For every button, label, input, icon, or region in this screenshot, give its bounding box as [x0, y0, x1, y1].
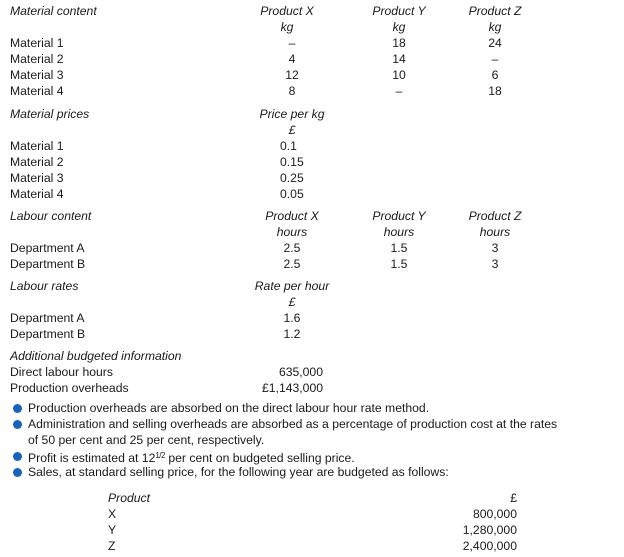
- lc-cell: 1.5: [390, 241, 408, 255]
- mc-cell: 12: [285, 68, 299, 82]
- sales-unit: £: [510, 491, 517, 505]
- additional-value: £1,143,000: [262, 381, 323, 395]
- lc-unit-z: hours: [479, 225, 511, 239]
- bullet-text-profit: [28, 449, 355, 465]
- material-prices-heading: Material prices: [10, 107, 90, 121]
- additional-value: 635,000: [278, 365, 323, 379]
- mc-cell: 24: [488, 36, 502, 50]
- bullet-icon: [13, 468, 22, 477]
- mp-row-label: Material 2: [10, 155, 64, 169]
- sales-product-header: Product: [108, 491, 151, 505]
- bullet-icon: [13, 452, 22, 461]
- mc-header-z: Product Z: [468, 4, 522, 18]
- mc-cell: 6: [491, 68, 499, 82]
- lc-cell: 3: [491, 257, 499, 271]
- lr-row-label: Department A: [10, 311, 85, 325]
- mc-cell: 8: [288, 84, 296, 98]
- mc-unit-x: kg: [280, 20, 294, 34]
- additional-heading: Additional budgeted information: [10, 349, 182, 363]
- labour-content-heading: Labour content: [10, 209, 92, 223]
- mc-row-label: Material 2: [10, 52, 64, 66]
- mc-header-x: Product X: [260, 4, 314, 18]
- lc-header-z: Product Z: [468, 209, 522, 223]
- mc-cell: 18: [392, 36, 406, 50]
- bullet-text-sales: Sales, at standard selling price, for the following year are budgeted as follows:: [28, 465, 449, 479]
- lr-row-label: Department B: [10, 327, 86, 341]
- bullet-icon: [13, 420, 22, 429]
- sales-product: Z: [108, 539, 116, 553]
- bullet-text-admin-line1: Administration and selling overheads are absorbed as a percentage of production cost at the rates: [28, 417, 558, 431]
- mc-cell: –: [395, 84, 403, 98]
- mc-cell: 14: [392, 52, 406, 66]
- lr-value: 1.2: [283, 327, 301, 341]
- mp-row-label: Material 1: [10, 139, 64, 153]
- profit-text-end: per cent on budgeted selling price.: [164, 451, 355, 465]
- lc-cell: 2.5: [283, 241, 301, 255]
- lc-cell: 2.5: [283, 257, 301, 271]
- sales-value: 2,400,000: [462, 539, 517, 553]
- bullet-text-admin-line2: of 50 per cent and 25 per cent, respectively.: [28, 433, 265, 447]
- fraction-half: 1/2: [155, 451, 165, 460]
- material-content-heading: Material content: [10, 4, 97, 18]
- lc-header-y: Product Y: [372, 209, 426, 223]
- lr-header: Rate per hour: [254, 279, 330, 293]
- mc-row-label: Material 4: [10, 84, 64, 98]
- mp-value: 0.1: [280, 139, 297, 153]
- sales-product: X: [108, 507, 117, 521]
- mc-cell: –: [491, 52, 499, 66]
- mp-header: Price per kg: [259, 107, 325, 121]
- lc-row-label: Department B: [10, 257, 86, 271]
- lc-unit-y: hours: [383, 225, 415, 239]
- mc-row-label: Material 1: [10, 36, 64, 50]
- lr-unit: £: [288, 295, 296, 309]
- additional-label: Production overheads: [10, 381, 129, 395]
- lc-cell: 3: [491, 241, 499, 255]
- mp-row-label: Material 3: [10, 171, 64, 185]
- lc-header-x: Product X: [265, 209, 319, 223]
- labour-rates-heading: Labour rates: [10, 279, 79, 293]
- additional-label: Direct labour hours: [10, 365, 113, 379]
- mc-cell: 4: [288, 52, 296, 66]
- lc-row-label: Department A: [10, 241, 85, 255]
- lc-cell: 1.5: [390, 257, 408, 271]
- mc-unit-z: kg: [488, 20, 502, 34]
- mp-value: 0.15: [280, 155, 304, 169]
- sales-value: 1,280,000: [462, 523, 517, 537]
- mp-value: 0.25: [280, 171, 304, 185]
- mc-cell: 10: [392, 68, 406, 82]
- lr-value: 1.6: [283, 311, 301, 325]
- mp-row-label: Material 4: [10, 187, 64, 201]
- mc-row-label: Material 3: [10, 68, 64, 82]
- mc-cell: –: [288, 36, 296, 50]
- mc-header-y: Product Y: [372, 4, 426, 18]
- lc-unit-x: hours: [276, 225, 308, 239]
- mp-value: 0.05: [280, 187, 304, 201]
- sales-product: Y: [108, 523, 117, 537]
- mc-unit-y: kg: [392, 20, 406, 34]
- bullet-text-overheads: Production overheads are absorbed on the direct labour hour rate method.: [28, 401, 430, 415]
- mc-cell: 18: [488, 84, 502, 98]
- mp-unit: £: [288, 123, 296, 137]
- profit-text-start: Profit is estimated at 12: [28, 451, 156, 465]
- bullet-icon: [13, 404, 22, 413]
- sales-value: 800,000: [472, 507, 517, 521]
